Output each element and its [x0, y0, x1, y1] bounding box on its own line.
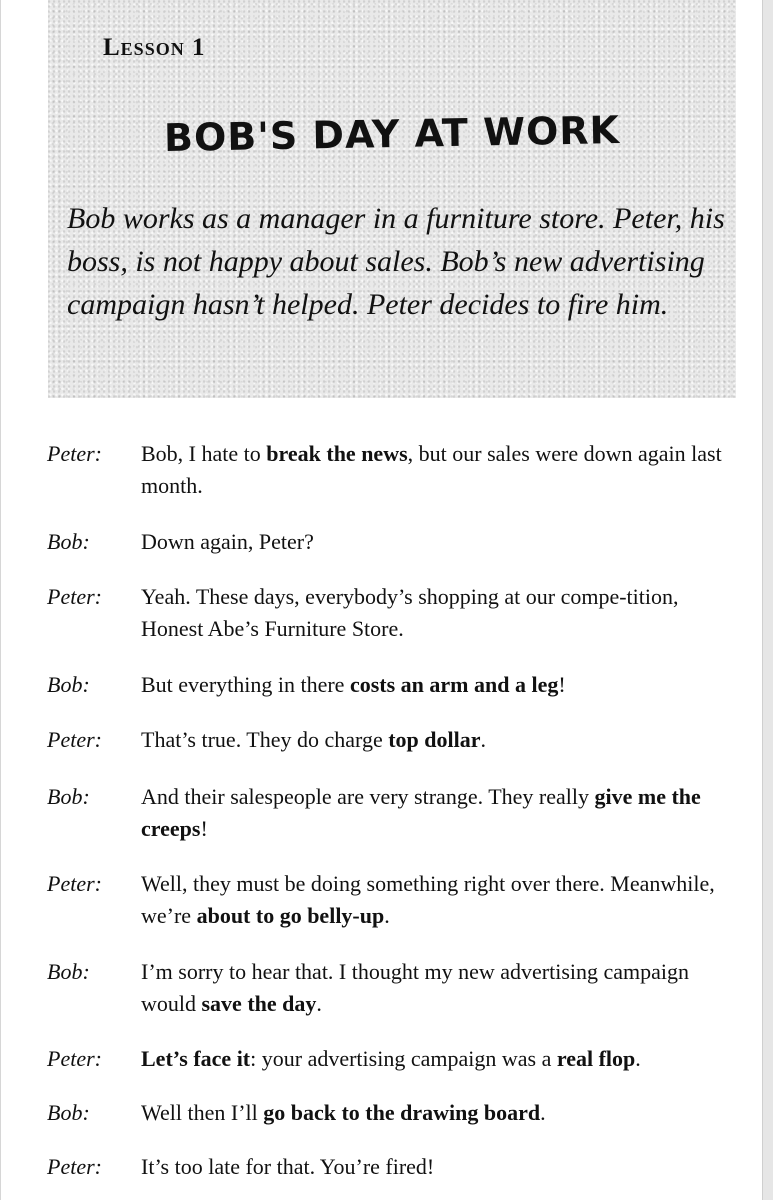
speaker-name: Bob: — [47, 959, 90, 984]
speaker-name: Peter: — [47, 727, 102, 752]
speech-fragment: Yeah. These days, everybody’s shopping at our compe-tition, Honest Abe’s Furniture Store. — [141, 584, 679, 641]
idiom-phrase: costs an arm and a leg — [349, 672, 559, 697]
speech-fragment: , but our sales were down again last month. — [141, 441, 722, 498]
lesson-label: Lesson 1 — [103, 34, 206, 61]
speech-text — [141, 526, 731, 558]
speaker-name: Peter: — [47, 584, 102, 609]
idiom-phrase: real flop — [556, 1046, 636, 1071]
speech-fragment: And their salespeople are very strange. They really — [141, 784, 595, 809]
speech-fragment: . — [384, 903, 390, 928]
speech-fragment: ! — [200, 816, 208, 841]
idiom-phrase: break the news — [266, 441, 408, 466]
speaker-name: Peter: — [47, 1046, 102, 1071]
speech-fragment: : your advertising campaign was a — [250, 1046, 557, 1071]
speech-fragment: That’s true. They do charge — [141, 727, 389, 752]
speaker-name: Peter: — [47, 441, 102, 466]
page-title: BOB'S DAY AT WORK — [163, 108, 621, 160]
speech-fragment: . — [316, 991, 322, 1016]
speech-text — [141, 781, 731, 845]
speech-fragment: ! — [558, 672, 566, 697]
speech-text — [141, 868, 731, 932]
idiom-phrase: about to go belly-up — [196, 903, 385, 928]
speaker-name: Bob: — [47, 529, 90, 554]
idiom-phrase: top dollar — [388, 727, 481, 752]
speech-fragment: Down again, Peter? — [141, 529, 314, 554]
page-edge-right — [762, 0, 773, 1200]
speech-text — [141, 956, 731, 1020]
speech-fragment: Well, they must be doing something right over there. Meanwhile, we’re — [141, 871, 715, 928]
page-edge-left — [0, 0, 1, 1200]
speech-fragment: But everything in there — [141, 672, 350, 697]
speech-fragment: I’m sorry to hear that. I thought my new advertising campaign would — [141, 959, 690, 1016]
speech-fragment: . — [540, 1100, 546, 1125]
speech-fragment: Bob, I hate to — [141, 441, 267, 466]
idiom-phrase: go back to the drawing board — [263, 1100, 541, 1125]
speech-text — [141, 438, 731, 502]
speaker-name: Peter: — [47, 1154, 102, 1179]
speaker-name: Bob: — [47, 672, 90, 697]
idiom-phrase: save the day — [201, 991, 317, 1016]
speech-text — [141, 1043, 731, 1075]
speech-text — [141, 724, 731, 756]
intro-paragraph: Bob works as a manager in a furniture store. Peter, his boss, is not happy about sales. Bob’s new advertising campaign hasn’t helped. Peter decides to fire him. — [67, 202, 725, 321]
speech-fragment: . — [480, 727, 487, 752]
speech-fragment: It’s too late for that. You’re fired! — [141, 1154, 435, 1179]
speech-fragment: Well then I’ll — [141, 1100, 264, 1125]
speech-text — [141, 669, 731, 701]
speaker-name: Peter: — [47, 871, 102, 896]
speaker-name: Bob: — [47, 784, 90, 809]
speech-text — [141, 581, 731, 645]
speech-fragment: . — [635, 1046, 641, 1071]
speech-text — [141, 1097, 731, 1129]
speaker-name: Bob: — [47, 1100, 90, 1125]
idiom-phrase: give me the creeps — [141, 784, 701, 841]
idiom-phrase: Let’s face it — [141, 1046, 251, 1071]
speech-text — [141, 1151, 731, 1183]
